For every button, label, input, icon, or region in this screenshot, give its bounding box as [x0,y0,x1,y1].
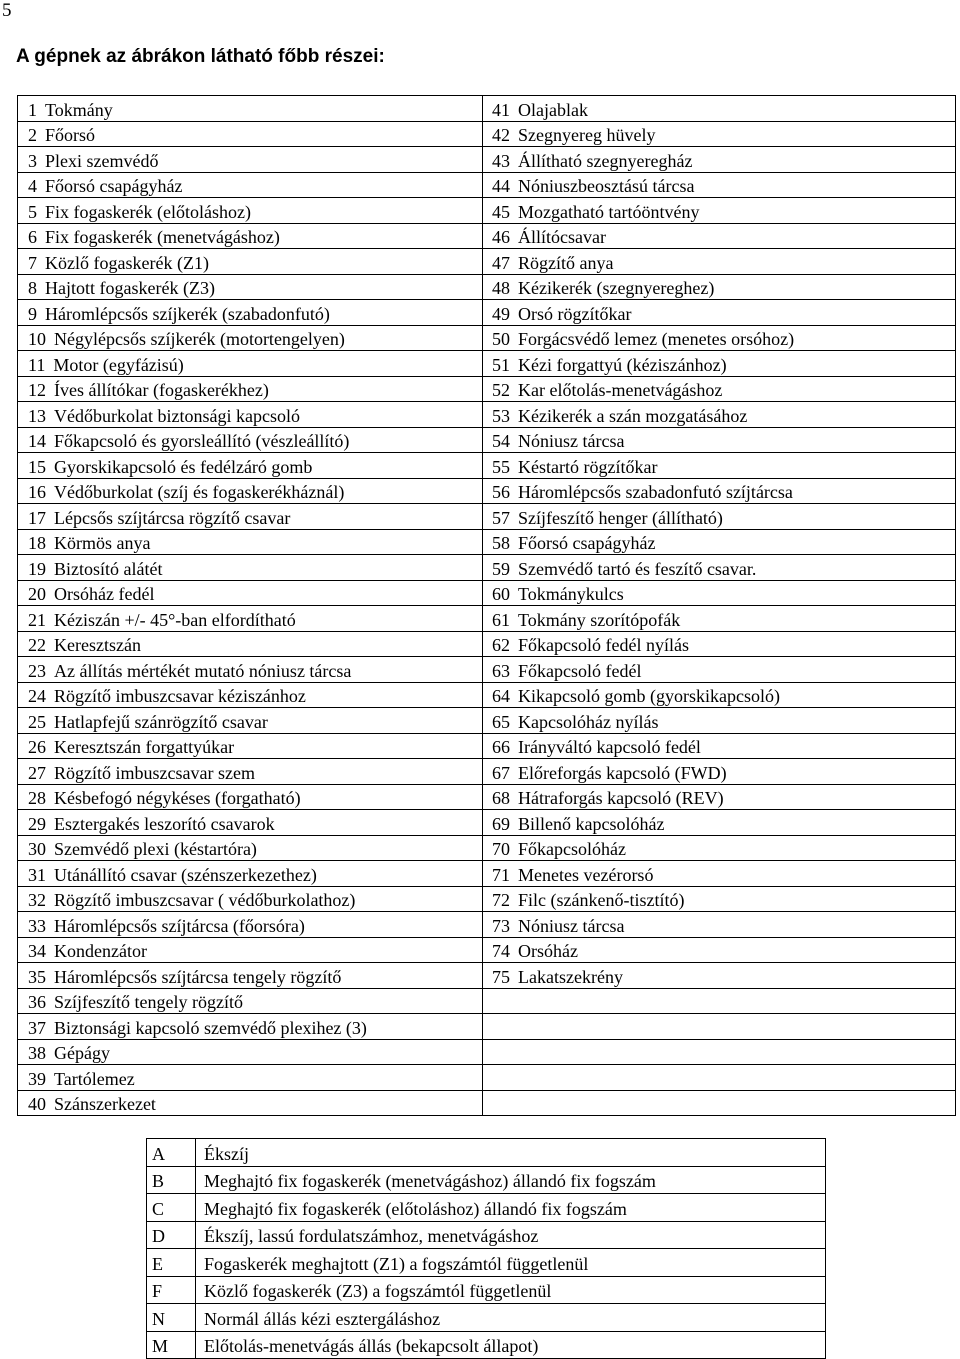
table-row [18,249,956,275]
part-number: 13 [28,405,46,426]
part-number: 33 [28,915,46,936]
table-row [18,733,956,759]
part-number: 36 [28,992,46,1012]
table-row [18,988,956,1014]
part-cell [18,759,483,785]
part-name: Kikapcsoló gomb (gyorskikapcsoló) [518,686,780,706]
part-name: Szíjfeszítő henger (állítható) [518,507,723,528]
part-cell [18,886,483,912]
part-cell [18,96,483,122]
part-name: Hatlapfejű szánrögzítő csavar [54,711,268,732]
table-row [18,478,956,504]
part-cell [483,606,956,632]
part-cell [483,963,956,989]
table-row [18,1090,956,1116]
part-cell [18,708,483,734]
part-cell [18,606,483,632]
part-cell [18,784,483,810]
table-row [18,631,956,657]
part-number: 18 [28,533,46,553]
part-name: Főorsó csapágyház [45,176,183,196]
part-number: 52 [492,380,510,400]
part-cell [18,504,483,530]
table-row [18,657,956,683]
part-number: 17 [28,507,46,528]
part-name: Olajablak [518,99,588,120]
part-cell [18,402,483,428]
table-row [18,835,956,861]
page-heading: A gépnek az ábrákon látható főbb részei: [16,46,385,67]
part-number: 31 [28,864,46,885]
part-number: 50 [492,329,510,349]
legend-key: C [147,1194,196,1222]
part-name: Orsóház fedél [54,584,155,604]
part-cell [18,555,483,581]
part-cell [483,478,956,504]
part-number: 23 [28,660,46,681]
part-name: Tokmánykulcs [518,584,624,604]
part-number: 56 [492,482,510,502]
part-number: 7 [28,252,37,273]
part-number: 4 [28,176,37,196]
part-cell [18,121,483,147]
table-row [18,861,956,887]
part-number: 72 [492,890,510,910]
part-name: Filc (szánkenő-tisztító) [518,890,685,910]
part-number: 71 [492,864,510,885]
part-name: Négylépcsős szíjkerék (motortengelyen) [54,329,345,349]
part-number: 2 [28,125,37,145]
part-cell [18,810,483,836]
part-name: Kézi forgattyú (kéziszánhoz) [518,354,727,375]
table-row [18,325,956,351]
part-cell [483,682,956,708]
part-name: Az állítás mértékét mutató nóniusz tárcsa [54,660,352,681]
legend-row [147,1276,826,1304]
part-name: Nóniuszbeosztású tárcsa [518,176,695,196]
part-cell [483,325,956,351]
part-name: Esztergakés leszorító csavarok [54,813,275,834]
part-cell [18,223,483,249]
part-name: Szánszerkezet [54,1094,156,1114]
legend-key: E [147,1249,196,1277]
part-number: 20 [28,584,46,604]
part-number: 11 [28,354,46,375]
part-number: 59 [492,558,510,579]
part-cell [483,631,956,657]
part-name: Rögzítő anya [518,252,614,273]
part-cell [18,478,483,504]
legend-description: Meghajtó fix fogaskerék (előtoláshoz) állandó fix fogszám [196,1194,826,1222]
part-cell [18,682,483,708]
part-name: Közlő fogaskerék (Z1) [45,252,209,273]
part-name: Szegnyereg hüvely [518,125,656,145]
table-row [18,912,956,938]
table-row [18,810,956,836]
part-name: Főorsó csapágyház [518,533,656,553]
part-name: Billenő kapcsolóház [518,813,665,834]
part-cell [483,453,956,479]
table-row [18,682,956,708]
part-name: Kar előtolás-menetvágáshoz [518,380,723,400]
part-cell [18,1065,483,1091]
legend-row [147,1249,826,1277]
part-name: Rögzítő imbuszcsavar ( védőburkolathoz) [54,890,356,910]
part-number: 40 [28,1094,46,1114]
part-cell [483,1014,956,1040]
part-cell [483,504,956,530]
part-cell [18,835,483,861]
legend-description: Közlő fogaskerék (Z3) a fogszámtól függetlenül [196,1276,826,1304]
part-number: 44 [492,176,510,196]
part-name: Főkapcsolóház [518,839,626,859]
part-cell [483,172,956,198]
part-cell [483,96,956,122]
legend-description: Fogaskerék meghajtott (Z1) a fogszámtól függetlenül [196,1249,826,1277]
part-name: Kézikerék a szán mozgatásához [518,405,748,426]
part-name: Motor (egyfázisú) [53,354,184,375]
part-number: 74 [492,941,510,961]
part-name: Orsóház [518,941,578,961]
part-number: 39 [28,1068,46,1089]
legend-row [147,1331,826,1359]
part-cell [483,223,956,249]
table-row [18,708,956,734]
part-cell [483,147,956,173]
part-name: Mozgatható tartóöntvény [518,201,700,222]
part-number: 63 [492,660,510,681]
part-number: 68 [492,788,510,808]
part-cell [483,376,956,402]
part-number: 5 [28,201,37,222]
part-name: Lépcsős szíjtárcsa rögzítő csavar [54,507,291,528]
part-number: 45 [492,201,510,222]
table-row [18,427,956,453]
part-cell [483,1039,956,1065]
part-number: 54 [492,431,510,451]
part-cell [483,249,956,275]
part-name: Forgácsvédő lemez (menetes orsóhoz) [518,329,795,349]
part-number: 34 [28,941,46,961]
part-name: Keresztszán forgattyúkar [54,737,235,757]
part-number: 46 [492,227,510,247]
part-cell [483,835,956,861]
part-number: 62 [492,635,510,655]
part-name: Biztosító alátét [54,558,163,579]
part-cell [483,657,956,683]
part-cell [18,861,483,887]
table-row [18,198,956,224]
part-name: Főkapcsoló fedél [518,660,642,681]
table-row [18,963,956,989]
table-row [18,121,956,147]
part-number: 43 [492,150,510,171]
part-name: Kapcsolóház nyílás [518,711,659,732]
part-cell [18,988,483,1014]
part-number: 48 [492,278,510,298]
table-row [18,376,956,402]
part-name: Hajtott fogaskerék (Z3) [45,278,215,298]
table-row [18,274,956,300]
part-name: Háromlépcsős szabadonfutó szíjtárcsa [518,482,793,502]
table-row [18,351,956,377]
part-number: 28 [28,788,46,808]
part-number: 3 [28,150,37,171]
part-cell [18,657,483,683]
part-name: Nóniusz tárcsa [518,431,625,451]
part-name: Szemvédő tartó és feszítő csavar. [518,558,757,579]
table-row [18,147,956,173]
page-number: 5 [2,0,12,21]
legend-row [147,1166,826,1194]
part-name: Biztonsági kapcsoló szemvédő plexihez (3) [54,1017,367,1038]
table-row [18,759,956,785]
part-name: Fix fogaskerék (előtoláshoz) [45,201,251,222]
part-number: 41 [492,99,510,120]
part-cell [18,631,483,657]
part-name: Menetes vezérorsó [518,864,654,885]
part-cell [18,580,483,606]
part-name: Kondenzátor [54,941,147,961]
part-cell [18,733,483,759]
part-name: Főorsó [45,125,96,145]
part-name: Utánállító csavar (szénszerkezethez) [54,864,317,885]
table-row [18,784,956,810]
table-row [18,504,956,530]
part-cell [483,402,956,428]
part-name: Késbefogó négykéses (forgatható) [54,788,301,808]
part-number: 49 [492,303,510,324]
part-cell [18,300,483,326]
part-number: 26 [28,737,46,757]
part-cell [483,988,956,1014]
legend-key: D [147,1221,196,1249]
legend-key: M [147,1331,196,1359]
part-number: 38 [28,1043,46,1063]
part-cell [18,912,483,938]
part-cell [18,198,483,224]
part-cell [18,529,483,555]
part-name: Fix fogaskerék (menetvágáshoz) [45,227,280,247]
part-number: 53 [492,405,510,426]
part-name: Állítható szegnyeregház [518,150,693,171]
part-name: Rögzítő imbuszcsavar szem [54,762,255,783]
part-name: Plexi szemvédő [45,150,159,171]
part-name: Lakatszekrény [518,966,623,987]
parts-table [17,95,956,1116]
part-cell [18,249,483,275]
part-cell [483,886,956,912]
table-row [18,453,956,479]
legend-key: A [147,1139,196,1167]
table-row [18,606,956,632]
legend-description: Ékszíj, lassú fordulatszámhoz, menetvágáshoz [196,1221,826,1249]
part-cell [18,453,483,479]
part-number: 29 [28,813,46,834]
part-cell [483,1065,956,1091]
part-cell [483,784,956,810]
part-cell [483,351,956,377]
part-number: 70 [492,839,510,859]
part-number: 16 [28,482,46,502]
part-name: Rögzítő imbuszcsavar kéziszánhoz [54,686,306,706]
part-number: 60 [492,584,510,604]
part-number: 22 [28,635,46,655]
table-row [18,96,956,122]
part-name: Állítócsavar [518,227,606,247]
part-number: 15 [28,456,46,477]
part-number: 64 [492,686,510,706]
part-number: 10 [28,329,46,349]
part-number: 69 [492,813,510,834]
part-number: 67 [492,762,510,783]
part-name: Íves állítókar (fogaskerékhez) [54,380,269,400]
part-cell [18,172,483,198]
table-row [18,402,956,428]
table-row [18,886,956,912]
table-row [18,1014,956,1040]
table-row [18,529,956,555]
part-name: Nóniusz tárcsa [518,915,625,936]
part-cell [483,759,956,785]
part-cell [18,274,483,300]
part-name: Tokmány [45,99,113,120]
part-number: 35 [28,966,46,987]
part-name: Szíjfeszítő tengely rögzítő [54,992,243,1012]
part-number: 25 [28,711,46,732]
part-cell [483,810,956,836]
legend-description: Előtolás-menetvágás állás (bekapcsolt állapot) [196,1331,826,1359]
part-number: 61 [492,609,510,630]
part-number: 42 [492,125,510,145]
part-cell [483,733,956,759]
part-name: Védőburkolat (szíj és fogaskerékháznál) [54,482,345,502]
part-number: 21 [28,609,46,630]
part-number: 14 [28,431,46,451]
part-cell [483,427,956,453]
part-cell [18,147,483,173]
part-cell [18,1090,483,1116]
part-name: Gépágy [54,1043,110,1063]
legend-description: Ékszíj [196,1139,826,1167]
part-name: Szemvédő plexi (késtartóra) [54,839,257,859]
part-cell [483,708,956,734]
part-cell [483,274,956,300]
part-number: 51 [492,354,510,375]
legend-row [147,1139,826,1167]
table-row [18,555,956,581]
part-name: Orsó rögzítőkar [518,303,632,324]
part-name: Háromlépcsős szíjtárcsa (főorsóra) [54,915,305,936]
part-cell [483,912,956,938]
part-name: Tartólemez [54,1068,135,1089]
part-cell [18,376,483,402]
table-row [18,1039,956,1065]
part-name: Késtartó rögzítőkar [518,456,658,477]
part-name: Főkapcsoló és gyorsleállító (vészleállító) [54,431,350,451]
part-number: 12 [28,380,46,400]
part-number: 24 [28,686,46,706]
part-number: 32 [28,890,46,910]
legend-description: Meghajtó fix fogaskerék (menetvágáshoz) állandó fix fogszám [196,1166,826,1194]
legend-key: N [147,1304,196,1332]
part-number: 37 [28,1017,46,1038]
part-number: 73 [492,915,510,936]
part-cell [18,937,483,963]
legend-row [147,1304,826,1332]
legend-key: F [147,1276,196,1304]
part-name: Keresztszán [54,635,141,655]
table-row [18,937,956,963]
part-number: 75 [492,966,510,987]
part-name: Háromlépcsős szíjtárcsa tengely rögzítő [54,966,342,987]
part-number: 57 [492,507,510,528]
part-number: 19 [28,558,46,579]
part-number: 65 [492,711,510,732]
part-number: 47 [492,252,510,273]
part-cell [483,861,956,887]
legend-key: B [147,1166,196,1194]
part-number: 6 [28,227,37,247]
legend-table [146,1138,826,1359]
part-name: Kézikerék (szegnyereghez) [518,278,715,298]
part-number: 30 [28,839,46,859]
part-number: 55 [492,456,510,477]
part-cell [483,937,956,963]
part-number: 9 [28,303,37,324]
part-cell [18,963,483,989]
part-cell [483,121,956,147]
part-name: Körmös anya [54,533,151,553]
part-cell [483,580,956,606]
part-name: Hátraforgás kapcsoló (REV) [518,788,724,808]
legend-row [147,1194,826,1222]
part-name: Kéziszán +/- 45°-ban elfordítható [54,609,296,630]
part-cell [483,1090,956,1116]
table-row [18,172,956,198]
part-name: Védőburkolat biztonsági kapcsoló [54,405,300,426]
part-number: 27 [28,762,46,783]
part-name: Irányváltó kapcsoló fedél [518,737,701,757]
part-number: 66 [492,737,510,757]
part-cell [18,1014,483,1040]
part-name: Háromlépcsős szíjkerék (szabadonfutó) [45,303,330,324]
legend-row [147,1221,826,1249]
part-name: Gyorskikapcsoló és fedélzáró gomb [54,456,313,477]
part-name: Főkapcsoló fedél nyílás [518,635,689,655]
part-number: 1 [28,99,37,120]
part-number: 8 [28,278,37,298]
legend-description: Normál állás kézi esztergáláshoz [196,1304,826,1332]
part-cell [483,555,956,581]
part-name: Tokmány szorítópofák [518,609,681,630]
part-cell [483,300,956,326]
table-row [18,580,956,606]
table-row [18,1065,956,1091]
part-cell [18,351,483,377]
part-cell [18,427,483,453]
part-cell [483,529,956,555]
part-name: Előreforgás kapcsoló (FWD) [518,762,727,783]
part-cell [18,325,483,351]
table-row [18,223,956,249]
part-cell [483,198,956,224]
part-number: 58 [492,533,510,553]
table-row [18,300,956,326]
part-cell [18,1039,483,1065]
